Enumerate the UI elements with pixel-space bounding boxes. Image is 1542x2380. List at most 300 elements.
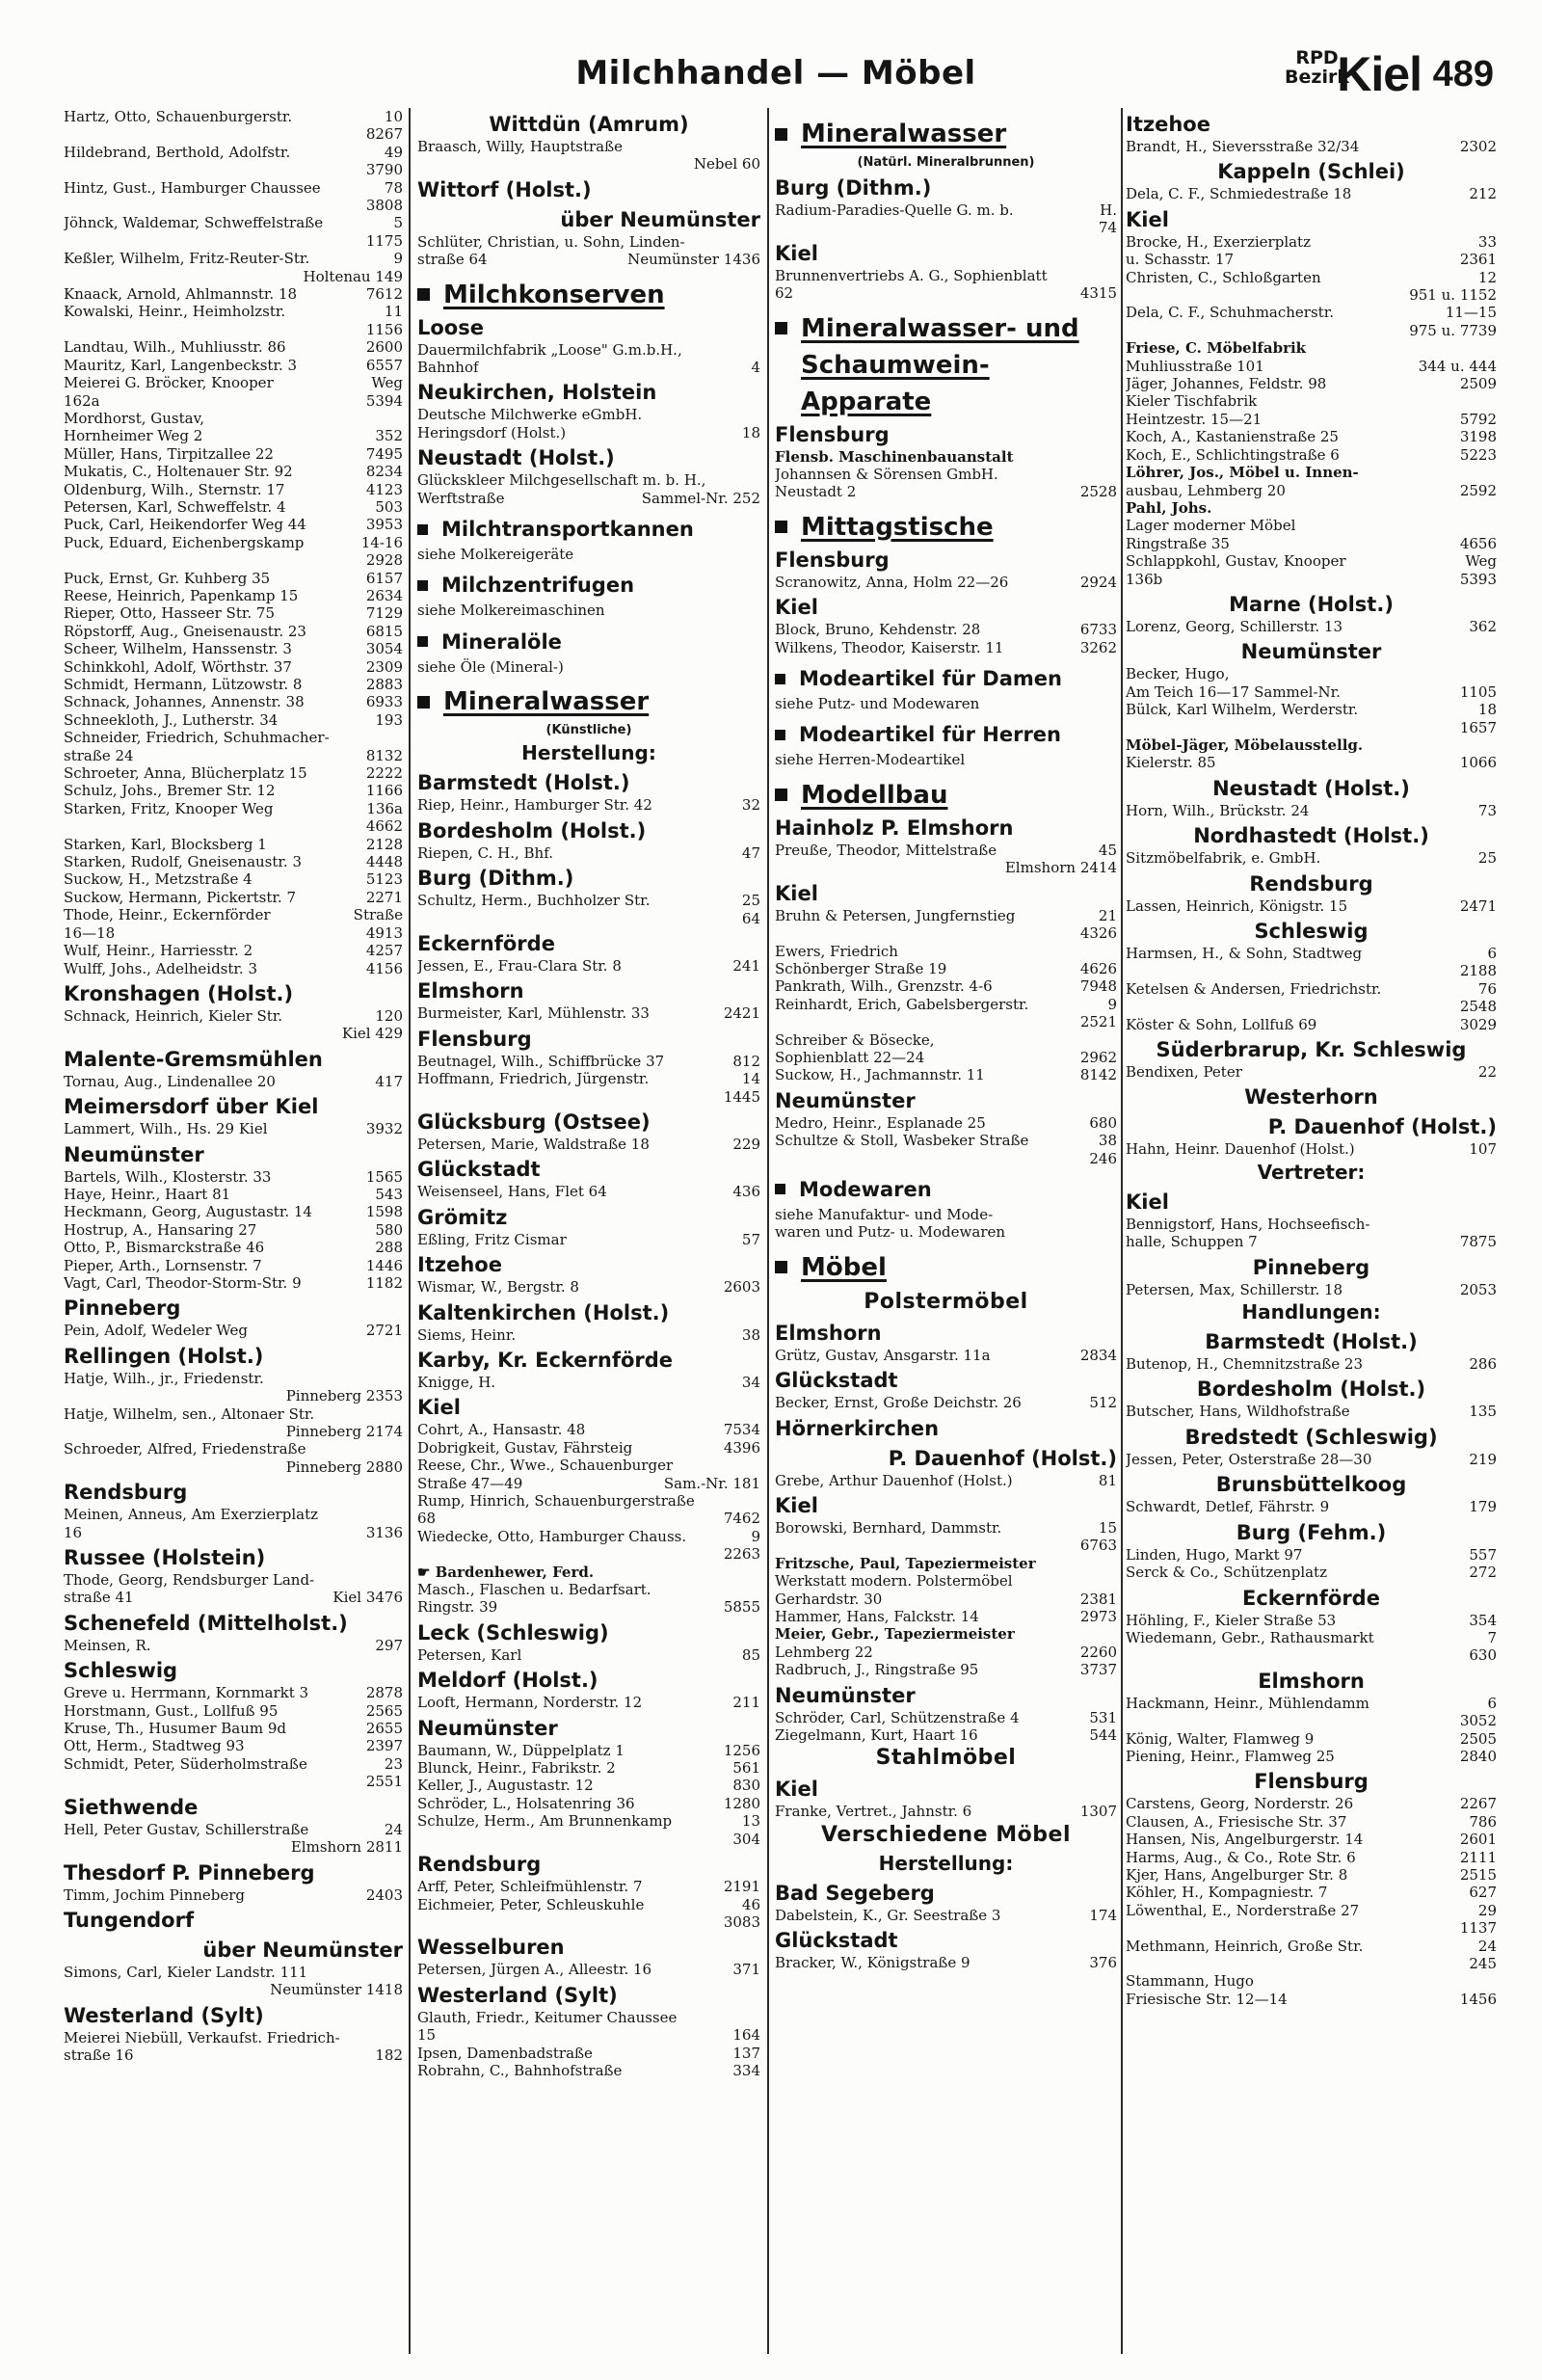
listing-entry (1126, 446, 1497, 464)
listing-entry (1126, 552, 1497, 570)
listing-phone: 229 (732, 1135, 760, 1153)
listing-phone: 4913 (365, 923, 403, 942)
listing-entry (775, 1644, 1117, 1661)
listing-entry (64, 1886, 403, 1904)
place-heading: Glückstadt (417, 1158, 541, 1182)
listing-continuation: Pinneberg 2174 (285, 1423, 403, 1440)
place-heading: Glückstadt (775, 1369, 898, 1393)
listing-name: Köhler, H., Kompagniestr. 7 (1126, 1884, 1328, 1902)
listing-name: Wismar, W., Bergstr. 8 (417, 1278, 579, 1297)
listing-entry (417, 1439, 760, 1457)
listing-phone: 2191 (723, 1878, 760, 1896)
listing-phone: 1456 (1459, 1990, 1497, 2008)
listing-entry (64, 303, 403, 320)
listing-name: Otto, P., Bismarckstraße 46 (64, 1239, 265, 1257)
section-title: Mineralwasser (801, 120, 1007, 148)
listing-entry (417, 1742, 760, 1759)
listing-entry (417, 1053, 760, 1070)
listing-phone: 11 (384, 303, 403, 321)
listing-continuation: 1156 (365, 320, 403, 338)
listing-phone: 1307 (1079, 1803, 1117, 1821)
listing-phone: 25 (1477, 849, 1497, 868)
section-title: Apparate (801, 387, 932, 416)
listing-name: Starken, Fritz, Knooper Weg (64, 799, 274, 817)
listing-entry (1126, 1730, 1497, 1748)
listing-entry (1126, 138, 1497, 155)
listing-entry (64, 1007, 403, 1025)
listing-entry (64, 1755, 403, 1773)
place-heading: Neustadt (Holst.) (1212, 776, 1410, 800)
listing-name: Robrahn, C., Bahnhofstraße (417, 2061, 623, 2079)
place-heading: Bredstedt (Schleswig) (1184, 1425, 1438, 1449)
listing-phone: Sam.-Nr. 181 (663, 1474, 760, 1492)
listing-phone: 376 (1089, 1954, 1117, 1972)
listing-entry (417, 1231, 760, 1248)
listing-name: Schnack, Johannes, Annenstr. 38 (64, 693, 305, 711)
listing-name: Oldenburg, Wilh., Sternstr. 17 (64, 480, 285, 498)
listing-name: Schröder, L., Holsatenring 36 (417, 1794, 635, 1812)
listing-continuation: 3083 (723, 1912, 760, 1931)
listing-phone: H. (1100, 201, 1117, 219)
listing-name: Schulze, Herm., Am Brunnenkamp (417, 1812, 673, 1831)
rpd-label: RPD (1295, 47, 1339, 68)
listing-entry (64, 250, 403, 267)
place-heading: Rellingen (Holst.) (64, 1344, 264, 1368)
place-heading: Eckernförde (1242, 1586, 1380, 1610)
listing-phone: 4448 (365, 853, 403, 871)
listing-phone: 47 (741, 843, 760, 862)
listing-phone: 2397 (365, 1737, 403, 1755)
listing-phone: 2471 (1459, 896, 1497, 915)
listing-entry (1126, 802, 1497, 819)
district-city: Kiel (1337, 47, 1422, 101)
section-heading (417, 685, 760, 718)
place-heading: Glückstadt (775, 1929, 898, 1953)
listing-entry (775, 1907, 1117, 1924)
listing-phone: 417 (375, 1072, 403, 1090)
place-heading: Westerhorn (1244, 1085, 1378, 1110)
listing-phone: 5 (393, 214, 403, 232)
place-heading: Pinneberg (1252, 1255, 1370, 1279)
listing-phone: 5123 (365, 870, 403, 889)
listing-entry (775, 1954, 1117, 1971)
listing-name: Bracker, W., Königstraße 9 (775, 1954, 970, 1972)
place-heading: Schenefeld (Mittelholst.) (64, 1611, 348, 1635)
listing-name: Linden, Hugo, Markt 97 (1126, 1545, 1303, 1564)
listing-name: straße 16 (64, 2046, 134, 2065)
listing-entry (1126, 1938, 1497, 1955)
listing-name: 15 (417, 2026, 437, 2045)
listing-phone: 211 (732, 1694, 760, 1712)
listing-name: Brandt, H., Sieversstraße 32/34 (1126, 138, 1360, 155)
listing-name: Looft, Hermann, Norderstr. 12 (417, 1694, 643, 1712)
place-heading: Leck (Schleswig) (417, 1620, 609, 1645)
listing-name: Preuße, Theodor, Mittelstraße (775, 841, 997, 859)
listing-continuation: Elmshorn 2414 (1004, 859, 1117, 877)
listing-name: Jessen, Peter, Osterstraße 28—30 (1126, 1450, 1372, 1468)
listing-name: Knigge, H. (417, 1373, 496, 1391)
place-heading: Kiel (1126, 207, 1169, 231)
listing-entry (417, 2026, 760, 2044)
listing-phone: 6815 (365, 622, 403, 640)
listing-name: Serck & Co., Schützenplatz (1126, 1564, 1327, 1582)
listing-phone: 3737 (1079, 1661, 1117, 1679)
section-title: Möbel (801, 1252, 887, 1282)
listing-name: Starken, Karl, Blocksberg 1 (64, 835, 267, 853)
subsection-heading (775, 666, 1117, 691)
listing-entry (417, 1510, 760, 1527)
listing-entry (417, 424, 760, 441)
section-heading (775, 118, 1117, 150)
listing-entry (1126, 358, 1497, 375)
listing-name: Riepen, C. H., Bhf. (417, 843, 553, 862)
listing-entry (64, 1120, 403, 1137)
listing-entry (64, 924, 403, 942)
listing-phone: 1446 (365, 1256, 403, 1274)
listing-name: Schultz, Herm., Buchholzer Str. (417, 892, 651, 910)
listing-phone: 6933 (365, 693, 403, 711)
section-note: (Natürl. Mineralbrunnen) (857, 155, 1035, 170)
place-heading: Kiel (775, 241, 818, 265)
listing-phone: 4123 (365, 480, 403, 498)
listing-name: Koch, E., Schlichtingstraße 6 (1126, 445, 1340, 464)
listing-name: Landtau, Wilh., Muhliusstr. 86 (64, 338, 286, 357)
place-heading: Elmshorn (1258, 1669, 1365, 1693)
listing-entry (775, 1726, 1117, 1744)
listing-name: Am Teich 16—17 Sammel-Nr. (1126, 682, 1341, 701)
listing-entry (417, 1961, 760, 1978)
listing-entry (1126, 1140, 1497, 1158)
column-divider (409, 108, 411, 2354)
listing-entry (417, 2045, 760, 2062)
listing-name: Lorenz, Georg, Schillerstr. 13 (1126, 617, 1343, 635)
listing-entry (1126, 535, 1497, 552)
listing-entry (1126, 897, 1497, 915)
place-heading: Tungendorf (64, 1908, 195, 1932)
listing-name: Jäger, Johannes, Feldstr. 98 (1126, 375, 1327, 393)
listing-continuation: 64 (741, 909, 760, 927)
listing-phone: 2361 (1459, 251, 1497, 269)
listing-name: Suckow, Hermann, Pickertstr. 7 (64, 888, 296, 906)
listing-phone: 5855 (723, 1598, 760, 1617)
listing-phone: Straße (353, 906, 403, 924)
listing-name: Müller, Hans, Tirpitzallee 22 (64, 444, 274, 463)
listing-phone: 2834 (1079, 1346, 1117, 1364)
listing-name: Neustadt 2 (775, 483, 857, 501)
listing-entry (1126, 1233, 1497, 1250)
listing-phone: 5393 (1459, 570, 1497, 588)
listing-entry (775, 483, 1117, 500)
listing-line: siehe Molkereigeräte (417, 546, 574, 564)
listing-name: Gerhardstr. 30 (775, 1590, 883, 1608)
listing-entry (64, 357, 403, 374)
listing-line: siehe Herren-Modeartikel (775, 751, 966, 769)
place-heading: Malente-Gremsmühlen (64, 1047, 323, 1071)
listing-phone: 15 (1098, 1519, 1117, 1537)
listing-line: Stammann, Hugo (1126, 1972, 1254, 1991)
listing-phone: 2260 (1079, 1643, 1117, 1661)
listing-entry (775, 284, 1117, 302)
listing-phone: 5223 (1459, 445, 1497, 464)
place-heading: Elmshorn (417, 979, 524, 1003)
place-heading: über Neumünster (560, 207, 760, 231)
place-heading: Neumünster (775, 1088, 916, 1112)
place-heading: Barmstedt (Holst.) (1205, 1330, 1418, 1354)
listing-phone: 21 (1098, 906, 1117, 924)
listing-name: Vagt, Carl, Theodor-Storm-Str. 9 (64, 1273, 302, 1292)
listing-phone: 2309 (365, 657, 403, 676)
listing-phone: 4626 (1079, 959, 1117, 977)
listing-line: Schlüter, Christian, u. Sohn, Linden- (417, 232, 685, 251)
listing-phone: 286 (1469, 1355, 1497, 1374)
listing-phone: 2878 (365, 1684, 403, 1702)
listing-name: straße 41 (64, 1589, 134, 1607)
listing-name: Brocke, H., Exerzierplatz (1126, 232, 1311, 251)
listing-entry (1126, 1498, 1497, 1515)
listing-name: Block, Bruno, Kehdenstr. 28 (775, 621, 981, 639)
listing-name: Koch, A., Kastanienstraße 25 (1126, 428, 1339, 446)
listing-entry (417, 1475, 760, 1492)
place-heading: Pinneberg (64, 1297, 181, 1321)
listing-continuation: 246 (1089, 1149, 1117, 1167)
listing-entry (417, 251, 760, 268)
column-3 (775, 108, 1117, 2364)
listing-phone: Weg (371, 374, 403, 392)
listing-phone: 1105 (1459, 682, 1497, 701)
place-heading: Meldorf (Holst.) (417, 1669, 598, 1693)
listing-name: Meinsen, R. (64, 1636, 151, 1654)
listing-continuation: Pinneberg 2353 (285, 1387, 403, 1405)
section-title: Milchkonserven (443, 280, 665, 309)
listing-name: Ipsen, Damenbadstraße (417, 2044, 593, 2062)
listing-phone: 2381 (1079, 1590, 1117, 1608)
place-heading: Flensburg (1254, 1770, 1369, 1794)
listing-name: Haye, Heinr., Haart 81 (64, 1185, 231, 1203)
listing-name: Reinhardt, Erich, Gabelsbergerstr. (775, 995, 1029, 1013)
listing-entry (775, 639, 1117, 656)
listing-entry (64, 498, 403, 516)
listing-phone: 8132 (365, 746, 403, 764)
listing-entry (775, 1709, 1117, 1726)
listing-name: Petersen, Marie, Waldstraße 18 (417, 1135, 650, 1153)
listing-entry (64, 1589, 403, 1606)
listing-entry (1126, 1748, 1497, 1765)
listing-entry (417, 1136, 760, 1153)
listing-phone: 7129 (365, 604, 403, 623)
listing-phone: 354 (1469, 1611, 1497, 1629)
section-title: Mineralwasser- und (801, 313, 1079, 343)
listing-entry (1126, 251, 1497, 268)
place-heading: Kronshagen (Holst.) (64, 981, 294, 1005)
listing-name: Schinkkohl, Adolf, Wörthstr. 37 (64, 657, 292, 676)
listing-name: Dela, C. F., Schuhmacherstr. (1126, 304, 1334, 322)
listing-entry (64, 1637, 403, 1654)
listing-entry (64, 693, 403, 710)
listing-phone: 4315 (1079, 284, 1117, 303)
listing-phone: 2403 (365, 1885, 403, 1904)
listing-phone: 2603 (723, 1278, 760, 1297)
listing-entry (1126, 1695, 1497, 1712)
listing-phone: 11—15 (1445, 304, 1497, 322)
listing-entry (64, 1186, 403, 1203)
listing-name: Dabelstein, K., Gr. Seestraße 3 (775, 1906, 1001, 1924)
listing-line: Hatje, Wilh., jr., Friedenstr. (64, 1369, 264, 1387)
listing-phone: 3262 (1079, 638, 1117, 656)
listing-entry (417, 1896, 760, 1913)
listing-phone: 4156 (365, 959, 403, 977)
listing-phone: 4 (751, 359, 760, 377)
listing-name: Methmann, Heinrich, Große Str. (1126, 1937, 1364, 1955)
listing-name: Puck, Eduard, Eichenbergskamp (64, 533, 305, 551)
listing-name: Ringstraße 35 (1126, 534, 1230, 552)
listing-name: Heckmann, Georg, Augustastr. 14 (64, 1203, 312, 1221)
place-heading: Rendsburg (417, 1853, 542, 1877)
listing-phone: 10 (384, 108, 403, 125)
subsection-title: Milchtransportkannen (441, 518, 694, 542)
listing-entry (775, 1347, 1117, 1364)
listing-entry (417, 1694, 760, 1711)
place-heading: Karby, Kr. Eckernförde (417, 1348, 674, 1372)
subsection-heading (417, 573, 760, 598)
listing-phone: 241 (732, 956, 760, 975)
listing-phone: 78 (384, 178, 403, 197)
listing-continuation: 74 (1098, 219, 1117, 237)
place-heading: Burg (Dithm.) (417, 867, 574, 891)
listing-continuation: 2521 (1079, 1013, 1117, 1031)
listing-continuation: 8267 (365, 125, 403, 144)
section-marker (775, 674, 785, 684)
listing-line-bold: Friese, C. Möbelfabrik (1126, 339, 1307, 358)
place-heading: Meimersdorf über Kiel (64, 1095, 319, 1119)
listing-entry (775, 977, 1117, 995)
listing-phone: 1565 (365, 1167, 403, 1186)
category-heading: Stahlmöbel (875, 1746, 1017, 1771)
listing-entry (1126, 428, 1497, 445)
listing-phone: 2302 (1459, 138, 1497, 155)
listing-entry (64, 1257, 403, 1274)
listing-phone: 7 (1487, 1628, 1497, 1646)
listing-entry (775, 960, 1117, 977)
listing-phone: Weg (1465, 552, 1497, 571)
listing-name: Keßler, Wilhelm, Fritz-Reuter-Str. (64, 250, 310, 268)
listing-name: Horstmann, Gust., Lollfuß 95 (64, 1701, 279, 1720)
listing-phone: 297 (375, 1636, 403, 1654)
listing-phone: 2924 (1079, 573, 1117, 591)
place-heading: Flensburg (775, 422, 890, 446)
place-heading: P. Dauenhof (Holst.) (888, 1446, 1117, 1470)
listing-entry (1126, 945, 1497, 962)
listing-continuation: 3790 (365, 161, 403, 179)
listing-continuation: Kiel 429 (341, 1025, 403, 1043)
listing-line: Reese, Chr., Wwe., Schauenburger (417, 1457, 674, 1475)
listing-entry (417, 1795, 760, 1812)
subsection-title: Mineralöle (441, 629, 562, 654)
listing-phone: 76 (1477, 979, 1497, 998)
listing-entry (1126, 1795, 1497, 1812)
listing-entry (1126, 1629, 1497, 1646)
listing-phone: Neumünster 1436 (627, 251, 760, 269)
listing-name: straße 64 (417, 251, 488, 269)
listing-phone: 580 (375, 1220, 403, 1239)
listing-name: Scranowitz, Anna, Holm 22—26 (775, 573, 1009, 591)
listing-line: Rump, Hinrich, Schauenburgerstraße (417, 1492, 695, 1510)
listing-phone: 2601 (1459, 1831, 1497, 1849)
listing-name: Thode, Heinr., Eckernförder (64, 906, 271, 924)
listing-continuation: Neumünster 1418 (270, 1981, 403, 1999)
listing-phone: 2053 (1459, 1280, 1497, 1298)
category-label: Handlungen: (1241, 1300, 1381, 1324)
listing-name: Schmidt, Peter, Süderholmstraße (64, 1754, 307, 1773)
listing-continuation: 6763 (1079, 1537, 1117, 1555)
place-heading: Süderbrarup, Kr. Schleswig (1156, 1038, 1467, 1062)
listing-phone: 7948 (1079, 977, 1117, 996)
listing-phone: 2509 (1459, 375, 1497, 393)
listing-phone: 3932 (365, 1120, 403, 1138)
listing-entry (64, 1239, 403, 1256)
listing-name: Harmsen, H., & Sohn, Stadtweg (1126, 945, 1363, 962)
place-heading: Wesselburen (417, 1936, 565, 1960)
listing-line-bold: Flensb. Maschinenbauanstalt (775, 447, 1014, 466)
listing-entry (775, 1472, 1117, 1489)
section-marker (417, 696, 430, 709)
listing-phone: 1280 (723, 1794, 760, 1812)
listing-name: Starken, Rudolf, Gneisenaustr. 3 (64, 853, 303, 871)
listing-phone: 57 (741, 1230, 760, 1248)
listing-name: Weisenseel, Hans, Flet 64 (417, 1183, 607, 1201)
listing-entry (417, 2062, 760, 2079)
listing-line-bold: Möbel-Jäger, Möbelausstellg. (1126, 735, 1364, 754)
listing-phone: 136a (366, 799, 403, 817)
listing-name: Sophienblatt 22—24 (775, 1048, 925, 1066)
subsection-title: Modewaren (799, 1177, 932, 1201)
place-heading: Nordhastedt (Holst.) (1193, 824, 1429, 848)
listing-phone: 2883 (365, 676, 403, 693)
listing-name: Hell, Peter Gustav, Schillerstraße (64, 1820, 309, 1838)
listing-entry (417, 1421, 760, 1438)
listing-entry (64, 853, 403, 870)
place-heading: Neumünster (64, 1142, 204, 1166)
listing-entry (417, 1070, 760, 1087)
listing-name: Arff, Peter, Schleifmühlenstr. 7 (417, 1878, 643, 1896)
section-marker (775, 1184, 785, 1194)
listing-phone: 33 (1477, 232, 1497, 251)
listing-phone: 46 (741, 1895, 760, 1913)
listing-name: Lehmberg 22 (775, 1643, 873, 1661)
place-heading: Hörnerkirchen (775, 1416, 940, 1440)
listing-phone: 164 (732, 2026, 760, 2045)
place-heading: Neukirchen, Holstein (417, 381, 657, 405)
listing-continuation: 3808 (365, 197, 403, 215)
listing-phone: 2962 (1079, 1048, 1117, 1066)
listing-entry (417, 1374, 760, 1391)
listing-entry (417, 1598, 760, 1616)
listing-name: Schnack, Heinrich, Kieler Str. (64, 1006, 283, 1025)
listing-line-bold: Pahl, Johs. (1126, 498, 1212, 517)
place-heading: Siethwende (64, 1795, 199, 1819)
listing-phone: 2111 (1459, 1848, 1497, 1866)
listing-name: Kowalski, Heinr., Heimholzstr. (64, 303, 286, 321)
listing-name: Grütz, Gustav, Ansgarstr. 11a (775, 1346, 991, 1364)
listing-name: Borowski, Bernhard, Dammstr. (775, 1519, 1002, 1537)
listing-entry (417, 1759, 760, 1777)
listing-name: Piening, Heinr., Flamweg 25 (1126, 1747, 1335, 1765)
listing-name: Mauritz, Karl, Langenbeckstr. 3 (64, 356, 298, 374)
listing-name: 162a (64, 391, 100, 410)
listing-name: Hahn, Heinr. Dauenhof (Holst.) (1126, 1140, 1355, 1159)
place-heading: Burg (Dithm.) (775, 176, 932, 200)
section-marker (775, 1261, 787, 1273)
listing-phone: 2528 (1079, 483, 1117, 501)
